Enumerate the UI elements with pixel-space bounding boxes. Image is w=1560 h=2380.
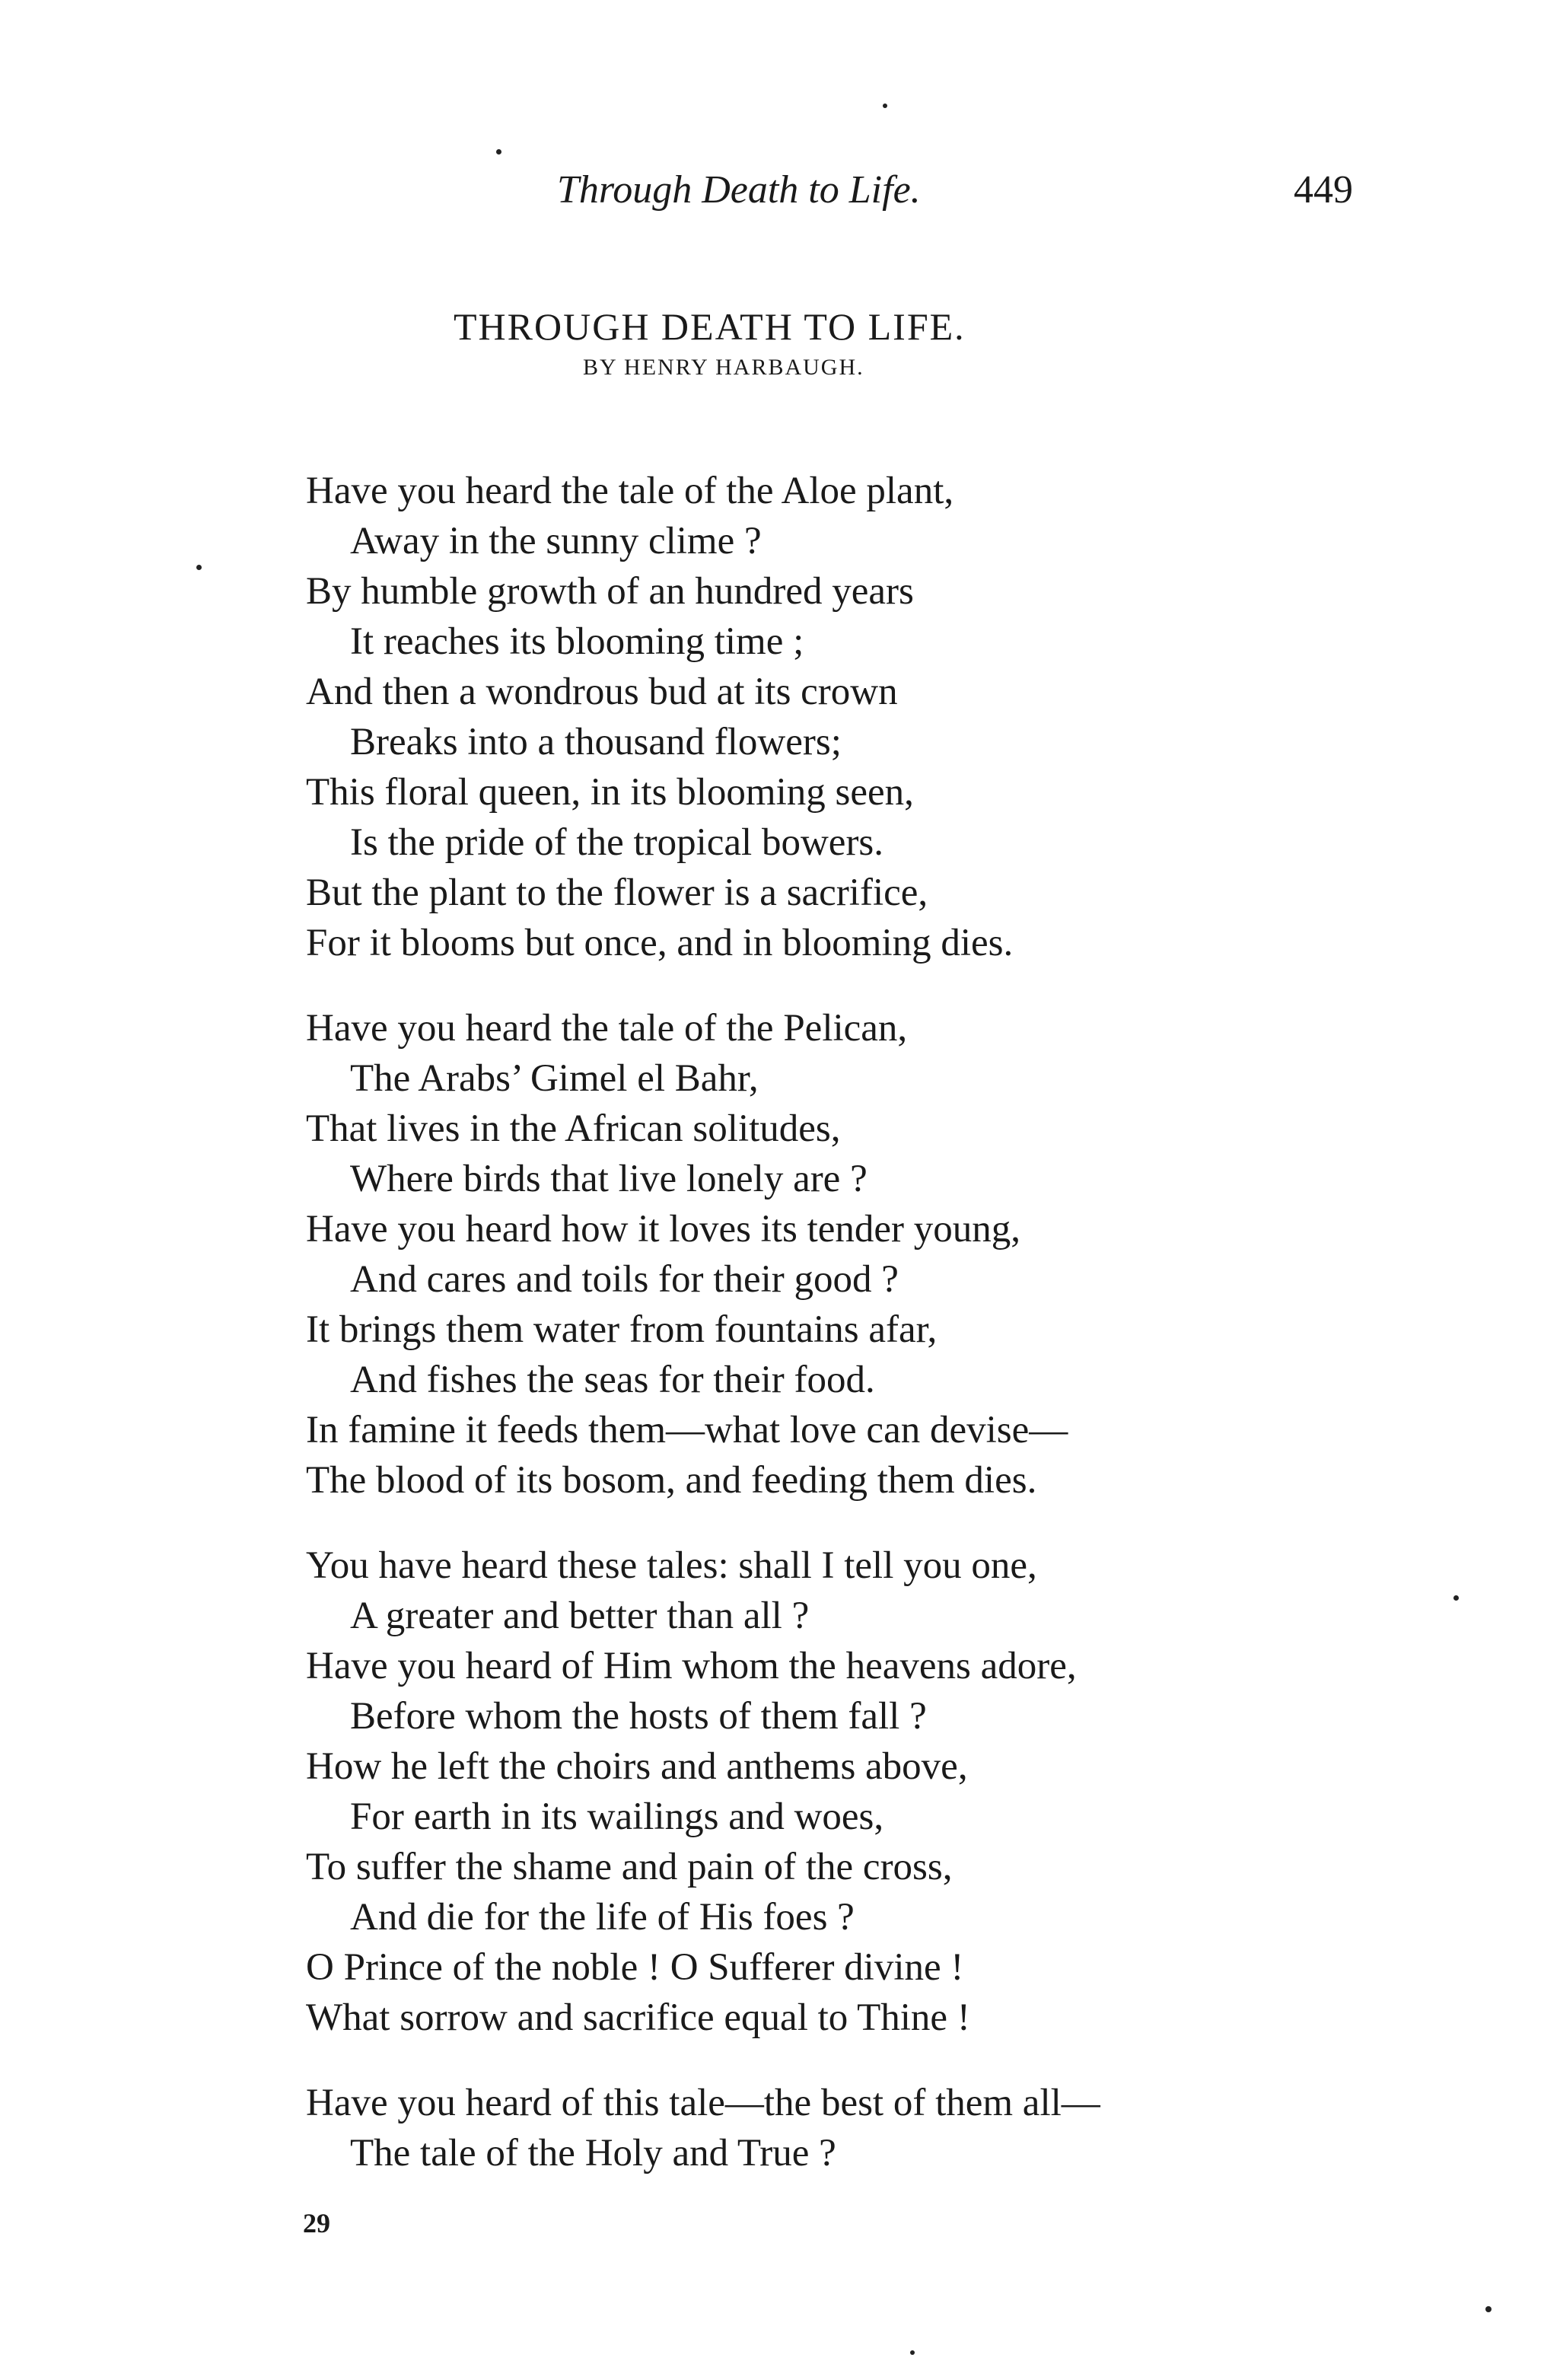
poem-line: Breaks into a thousand flowers; [350,721,842,763]
poem-line: A greater and better than all ? [350,1595,810,1637]
poem-line: The Arabs’ Gimel el Bahr, [350,1057,759,1100]
poem-line: This floral queen, in its blooming seen, [306,771,914,814]
stanza-3 [306,1540,1386,2043]
stanza-2 [306,1003,1386,1505]
print-speck [910,2350,915,2355]
stanza-4 [306,2078,1386,2178]
poem-line: Have you heard of Him whom the heavens adore, [306,1645,1077,1687]
signature-mark: 29 [303,2208,330,2238]
running-title: Through Death to Life. [557,168,921,212]
print-speck [496,149,501,155]
poem-line: Have you heard of this tale—the best of them all— [306,2082,1100,2124]
poem-line: You have heard these tales: shall I tell you one, [306,1544,1037,1587]
poem-line: And die for the life of His foes ? [350,1896,855,1939]
print-speck [1453,1595,1459,1601]
poem-line: It brings them water from fountains afar, [306,1308,938,1351]
poem-line: That lives in the African solitudes, [306,1107,841,1150]
poem-line: To suffer the shame and pain of the cross, [306,1846,953,1888]
poem-line: O Prince of the noble ! O Sufferer divine ! [306,1946,964,1989]
print-speck [196,565,202,570]
poem-line: In famine it feeds them—what love can devise— [306,1409,1068,1451]
poem-line: For earth in its wailings and woes, [350,1795,884,1838]
poem-line: Before whom the hosts of them fall ? [350,1695,927,1738]
poem-line: Have you heard the tale of the Pelican, [306,1007,908,1050]
poem-line: For it blooms but once, and in blooming dies. [306,922,1014,964]
poem-line: And fishes the seas for their food. [350,1359,875,1401]
poem-line: It reaches its blooming time ; [350,620,804,663]
poem-line: How he left the choirs and anthems above, [306,1745,968,1788]
poem-line: Is the pride of the tropical bowers. [350,821,884,864]
poem-line: Away in the sunny clime ? [350,520,762,562]
stanza-1 [306,466,1386,968]
poem-line: The tale of the Holy and True ? [350,2132,836,2174]
poem-line: What sorrow and sacrifice equal to Thine ! [306,1996,970,2039]
poem-body [306,466,1386,2213]
page-number: 449 [1294,168,1353,212]
poem-line: Have you heard how it loves its tender young, [306,1208,1021,1251]
poem-line: Where birds that live lonely are ? [350,1158,868,1200]
print-speck [1485,2306,1492,2312]
poem-line: And cares and toils for their good ? [350,1258,899,1301]
poem-line: And then a wondrous bud at its crown [306,671,898,713]
print-speck [883,104,887,108]
poem-line: Have you heard the tale of the Aloe plant, [306,470,954,512]
poem-line: By humble growth of an hundred years [306,570,914,613]
poem-line: But the plant to the flower is a sacrifice, [306,871,928,914]
poem-title: THROUGH DEATH TO LIFE. [454,305,966,348]
poem-line: The blood of its bosom, and feeding them dies. [306,1459,1037,1502]
poem-byline: BY HENRY HARBAUGH. [583,355,864,380]
